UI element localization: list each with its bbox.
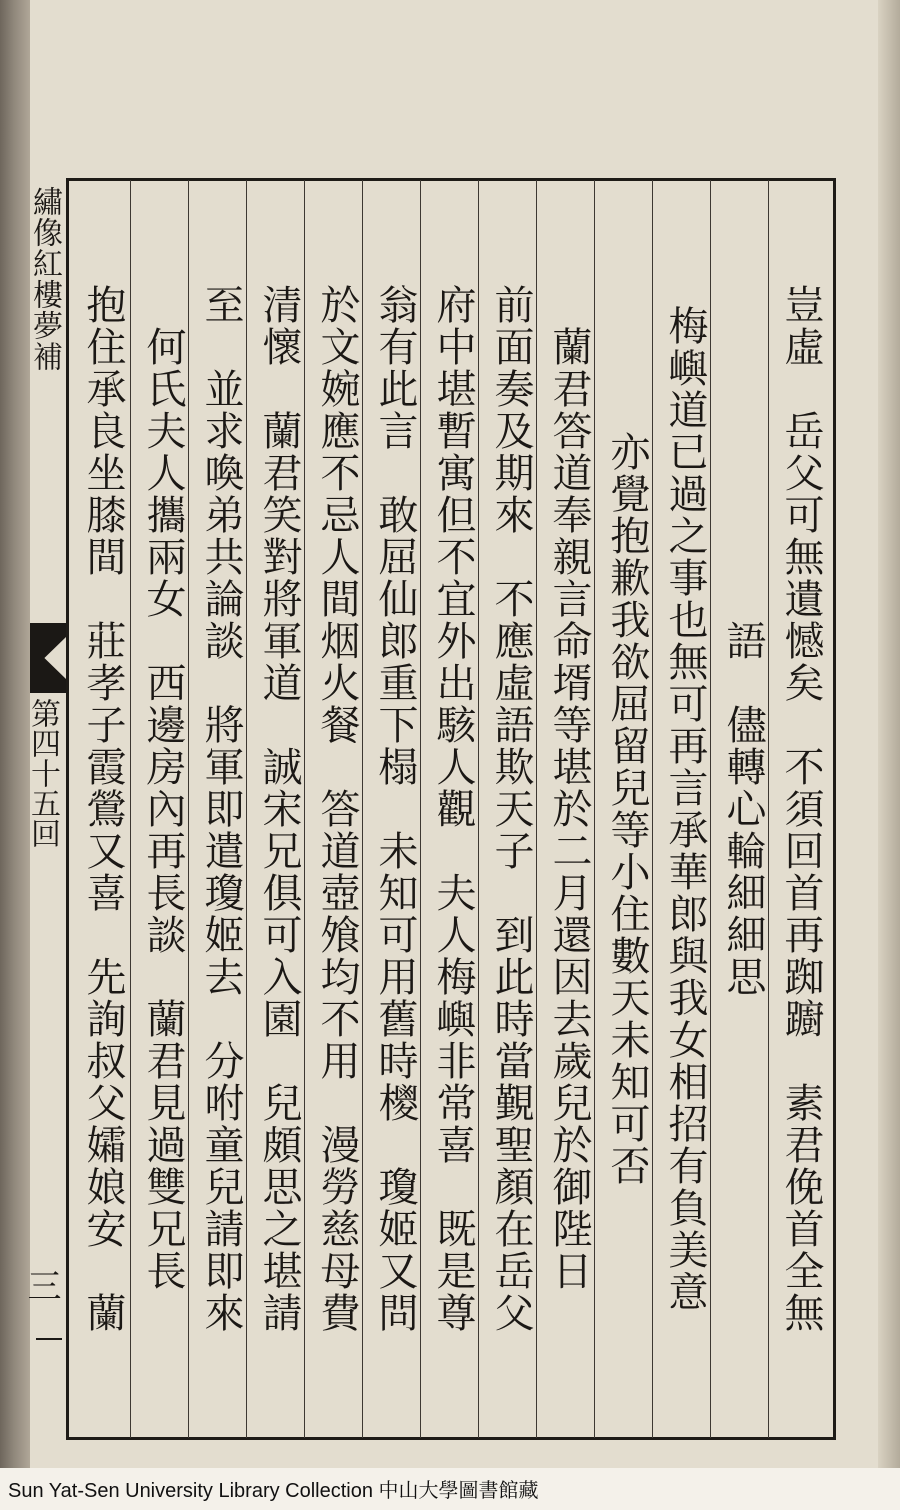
folio-rule xyxy=(36,1338,62,1340)
text-column: 語 儘轉心輪細細思 xyxy=(720,620,766,998)
text-column: 梅嶼道已過之事也無可再言承華郎與我女相招有負美意 xyxy=(662,305,708,1313)
text-column: 豈虛 岳父可無遺憾矣 不須回首再踟躕 素君俛首全無 xyxy=(778,284,824,1334)
text-column: 至 並求喚弟共論談 將軍即遣瓊姬去 分咐童兒請即來 xyxy=(198,284,244,1334)
text-column: 前面奏及期來 不應虛語欺天子 到此時當覲聖顏在岳父 xyxy=(488,284,534,1334)
text-column: 府中堪暫寓但不宜外出駭人觀 夫人梅嶼非常喜 既是尊 xyxy=(430,284,476,1334)
margin-chapter-label: 第四十五回 xyxy=(25,698,60,848)
margin-folio-number: 三 xyxy=(21,1268,61,1302)
text-column: 亦覺抱歉我欲屈留兒等小住數天未知可否 xyxy=(604,431,650,1187)
text-column: 蘭君答道奉親言命壻等堪於二月還因去歲兒於御陛日 xyxy=(546,326,592,1292)
block-margin xyxy=(21,178,68,1440)
text-column: 抱住承良坐膝間 莊孝子霞鶯又喜 先詢叔父孀娘安 蘭 xyxy=(80,284,126,1334)
page-edge xyxy=(878,0,900,1468)
fish-tail-mark-icon xyxy=(30,623,66,693)
text-column: 於文婉應不忌人間烟火餐 答道壺飧均不用 漫勞慈母費 xyxy=(314,284,360,1334)
text-column: 清懷 蘭君笑對將軍道 誠宋兄俱可入園 兒頗思之堪請 xyxy=(256,284,302,1334)
text-column: 何氏夫人攜兩女 西邊房內再長談 蘭君見過雙兄長 xyxy=(140,326,186,1292)
margin-book-title: 繡像紅樓夢補 xyxy=(27,186,62,372)
collection-credit: Sun Yat-Sen University Library Collection 中山大學圖書館藏 xyxy=(8,1480,539,1502)
text-column: 翁有此言 敢屈仙郎重下榻 未知可用舊時㯶 瓊姬又問 xyxy=(372,284,418,1334)
